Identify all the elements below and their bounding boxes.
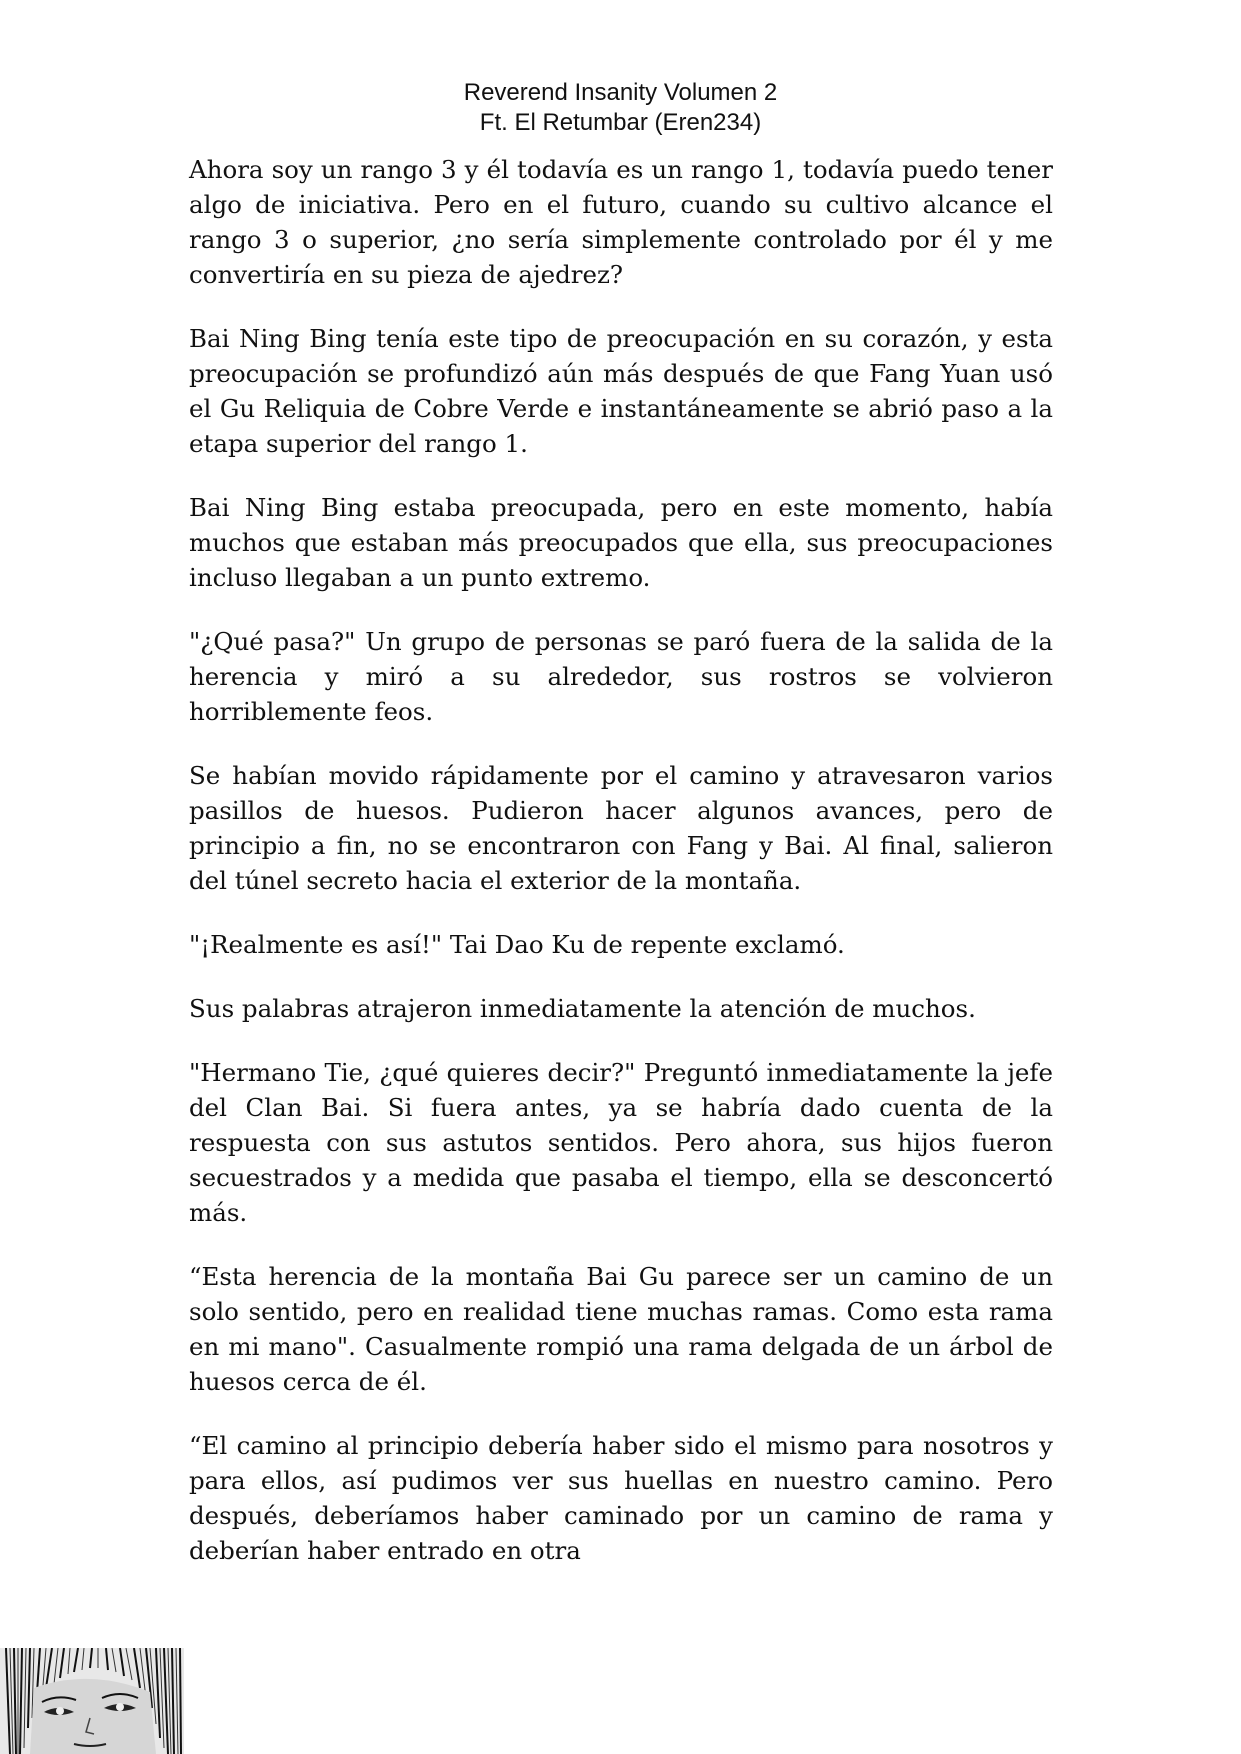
- paragraph: Bai Ning Bing estaba preocupada, pero en este momento, había muchos que estaban más preocupados que ella, sus preocupaciones incluso llegaban a un punto extremo.: [189, 493, 1053, 592]
- character-portrait-image: [0, 1648, 184, 1754]
- paragraph: "¡Realmente es así!" Tai Dao Ku de repente exclamó.: [189, 930, 845, 959]
- header-title: Reverend Insanity Volumen 2: [463, 79, 778, 106]
- paragraph: Se habían movido rápidamente por el camino y atravesaron varios pasillos de huesos. Pudieron hacer algunos avances, pero de principio a fin, no se encontraron con Fang y Bai. Al final, salieron del túnel secreto hacia el exterior de la montaña.: [189, 761, 1053, 895]
- page-header: [0, 78, 1241, 138]
- paragraph: "¿Qué pasa?" Un grupo de personas se paró fuera de la salida de la herencia y miró a su alrededor, sus rostros se volvieron horriblemente feos.: [189, 627, 1053, 726]
- paragraph: "Hermano Tie, ¿qué quieres decir?" Preguntó inmediatamente la jefe del Clan Bai. Si fuera antes, ya se habría dado cuenta de la respuesta con sus astutos sentidos. Pero ahora, sus hijos fueron secuestrados y a medida que pasaba el tiempo, ella se desconcertó más.: [189, 1058, 1053, 1227]
- document-body: [189, 152, 1053, 1597]
- paragraph: Ahora soy un rango 3 y él todavía es un rango 1, todavía puedo tener algo de iniciativa. Pero en el futuro, cuando su cultivo alcance el rango 3 o superior, ¿no sería simplemente controlado por él y me convertiría en su pieza de ajedrez?: [189, 155, 1053, 289]
- paragraph: Sus palabras atrajeron inmediatamente la atención de muchos.: [189, 994, 976, 1023]
- paragraph: Bai Ning Bing tenía este tipo de preocupación en su corazón, y esta preocupación se profundizó aún más después de que Fang Yuan usó el Gu Reliquia de Cobre Verde e instantáneamente se abrió paso a la etapa superior del rango 1.: [189, 324, 1053, 458]
- paragraph: “El camino al principio debería haber sido el mismo para nosotros y para ellos, así pudimos ver sus huellas en nuestro camino. Pero después, deberíamos haber caminado por un camino de rama y deberían haber entrado en otra: [189, 1431, 1053, 1565]
- paragraph: “Esta herencia de la montaña Bai Gu parece ser un camino de un solo sentido, pero en realidad tiene muchas ramas. Como esta rama en mi mano". Casualmente rompió una rama delgada de un árbol de huesos cerca de él.: [189, 1262, 1053, 1396]
- header-credit: Ft. El Retumbar (Eren234): [479, 109, 762, 136]
